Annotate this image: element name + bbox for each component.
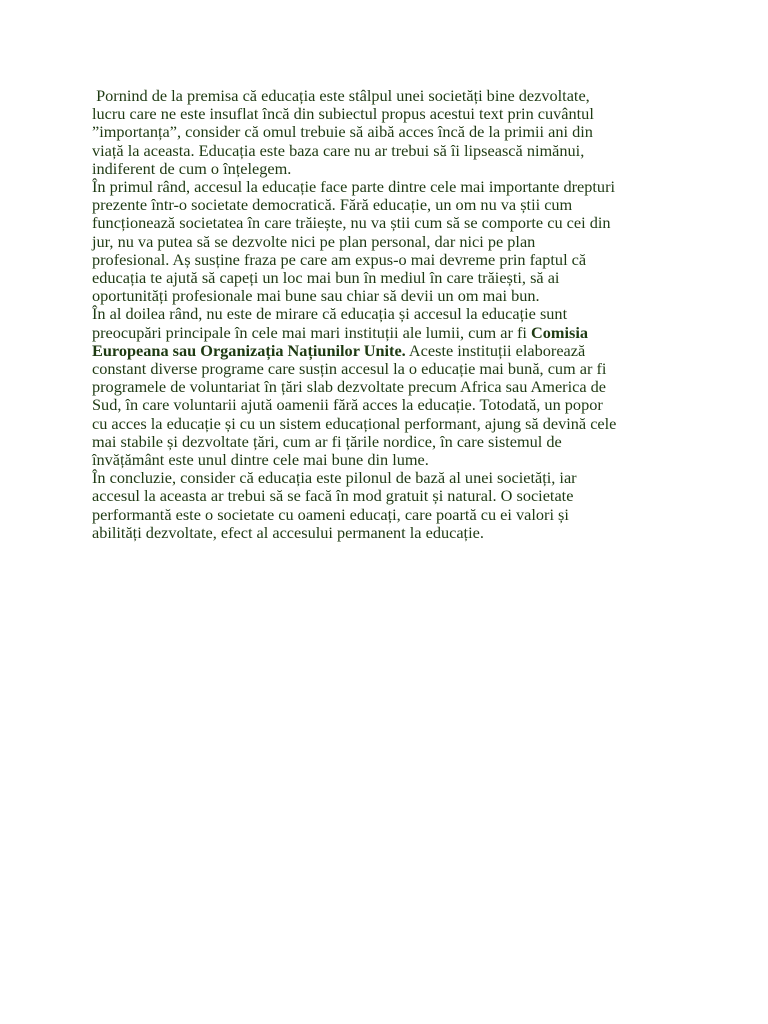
text-line: viață la aceasta. Educația este baza care nu ar trebui să îi lipsească nimănui,	[92, 140, 585, 160]
text-line: jur, nu va putea să se dezvolte nici pe plan personal, dar nici pe plan	[92, 231, 536, 251]
text-span: preocupări principale în cele mai mari instituții ale lumii, cum ar fi	[92, 322, 531, 342]
essay-body	[92, 87, 732, 542]
text-line: lucru care ne este insuflat încă din subiectul propus acestui text prin cuvântul	[92, 104, 594, 124]
paragraph-first-argument	[92, 178, 732, 305]
text-line: învățământ este unul dintre cele mai bune din lume.	[92, 450, 429, 470]
text-line: În concluzie, consider că educația este pilonul de bază al unei societăți, iar	[92, 468, 577, 488]
text-line: mai stabile și dezvoltate țări, cum ar fi țările nordice, în care sistemul de	[92, 431, 562, 451]
text-line: cu acces la educație și cu un sistem educațional performant, ajung să devină cele	[92, 413, 617, 433]
text-line: performantă este o societate cu oameni educați, care poartă cu ei valori și	[92, 504, 569, 524]
text-line: abilități dezvoltate, efect al accesului permanent la educație.	[92, 522, 484, 542]
paragraph-second-argument	[92, 305, 732, 469]
text-line: Pornind de la premisa că educația este stâlpul unei societăți bine dezvoltate,	[92, 86, 590, 105]
text-line: constant diverse programe care susțin accesul la o educație mai bună, cum ar fi	[92, 359, 607, 379]
text-line	[92, 324, 732, 342]
text-line	[92, 342, 732, 360]
text-line: funcționează societatea în care trăiește, nu va știi cum să se comporte cu cei din	[92, 213, 611, 233]
text-line: indiferent de cum o înțelegem.	[92, 158, 292, 178]
text-line: În primul rând, accesul la educație face parte dintre cele mai importante drepturi	[92, 177, 616, 197]
text-line: educația te ajută să capeți un loc mai bun în mediul în care trăiești, să ai	[92, 268, 560, 288]
paragraph-intro	[92, 87, 732, 178]
text-line: prezente într-o societate democratică. Fără educație, un om nu va știi cum	[92, 195, 573, 215]
text-line: oportunități profesionale mai bune sau chiar să devii un om mai bun.	[92, 286, 540, 306]
bold-institution-name: Europeana sau Organizația Națiunilor Unite.	[92, 340, 406, 360]
text-line: În al doilea rând, nu este de mirare că educația și accesul la educație sunt	[92, 304, 568, 324]
text-line: programele de voluntariat în țări slab dezvoltate precum Africa sau America de	[92, 377, 607, 397]
text-line: ”importanța”, consider că omul trebuie să aibă acces încă de la primii ani din	[92, 122, 593, 142]
text-line: profesional. Aș susține fraza pe care am expus-o mai devreme prin faptul că	[92, 249, 587, 269]
text-line: accesul la aceasta ar trebui să se facă în mod gratuit și natural. O societate	[92, 486, 574, 506]
bold-institution-name: Comisia	[531, 322, 588, 342]
text-span: Aceste instituții elaborează	[405, 340, 586, 360]
paragraph-conclusion	[92, 469, 732, 542]
text-line: Sud, în care voluntarii ajută oamenii fără acces la educație. Totodată, un popor	[92, 395, 603, 415]
